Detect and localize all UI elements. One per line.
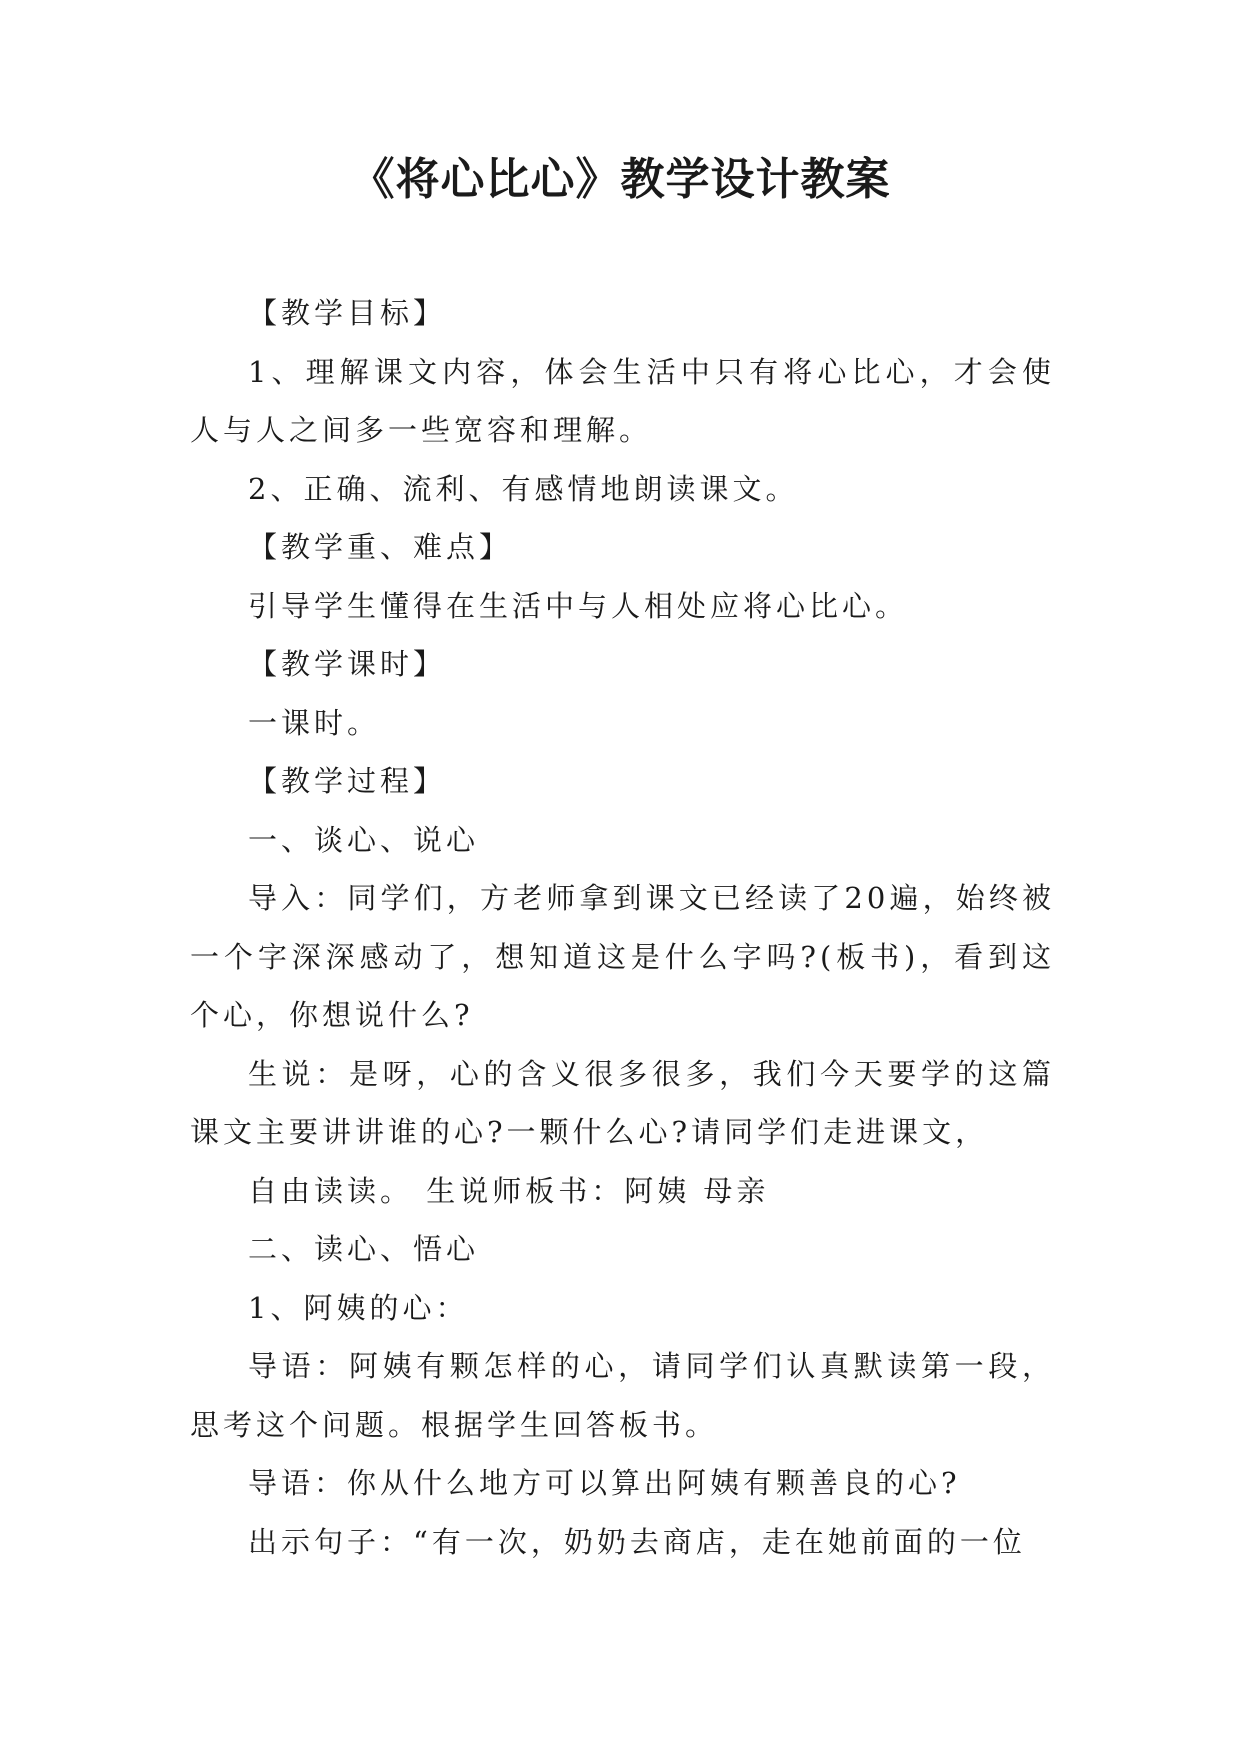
document-title: 《将心比心》教学设计教案 [350, 154, 891, 205]
guide-paragraph-1: 导语：阿姨有颗怎样的心，请同学们认真默读第一段，思考这个问题。根据学生回答板书。 [190, 1349, 1055, 1442]
objective-item-2: 2、正确、流利、有感情地朗读课文。 [248, 471, 799, 506]
section-heading-objectives: 【教学目标】 [248, 296, 447, 330]
example-sentence-paragraph: 出示句子：“有一次，奶奶去商店，走在她前面的一位 [248, 1524, 1026, 1559]
objective-item-1: 1、理解课文内容，体会生活中只有将心比心，才会使人与人之间多一些宽容和理解。 [190, 354, 1055, 447]
student-response-paragraph: 生说：是呀，心的含义很多很多，我们今天要学的这篇课文主要讲讲谁的心?一颗什么心?请同学们走进课文， [190, 1056, 1055, 1149]
free-reading-paragraph: 自由读读。 生说师板书：阿姨 母亲 [248, 1173, 770, 1208]
section-heading-process: 【教学过程】 [248, 764, 447, 798]
class-hours-text: 一课时。 [248, 705, 381, 740]
section-heading-class-hours: 【教学课时】 [248, 647, 447, 681]
process-step-1-heading: 一、谈心、说心 [248, 822, 480, 857]
process-step-2-heading: 二、读心、悟心 [248, 1232, 480, 1266]
section-heading-key-points: 【教学重、难点】 [248, 530, 513, 564]
introduction-paragraph: 导入：同学们，方老师拿到课文已经读了20遍，始终被一个字深深感动了，想知道这是什么字吗?(板书)，看到这个心，你想说什么? [190, 881, 1055, 1032]
guide-paragraph-2: 导语：你从什么地方可以算出阿姨有颗善良的心? [248, 1466, 961, 1500]
aunt-heart-heading: 1、阿姨的心： [248, 1290, 469, 1325]
key-points-text: 引导学生懂得在生活中与人相处应将心比心。 [248, 588, 909, 623]
document-body [190, 284, 1055, 1571]
